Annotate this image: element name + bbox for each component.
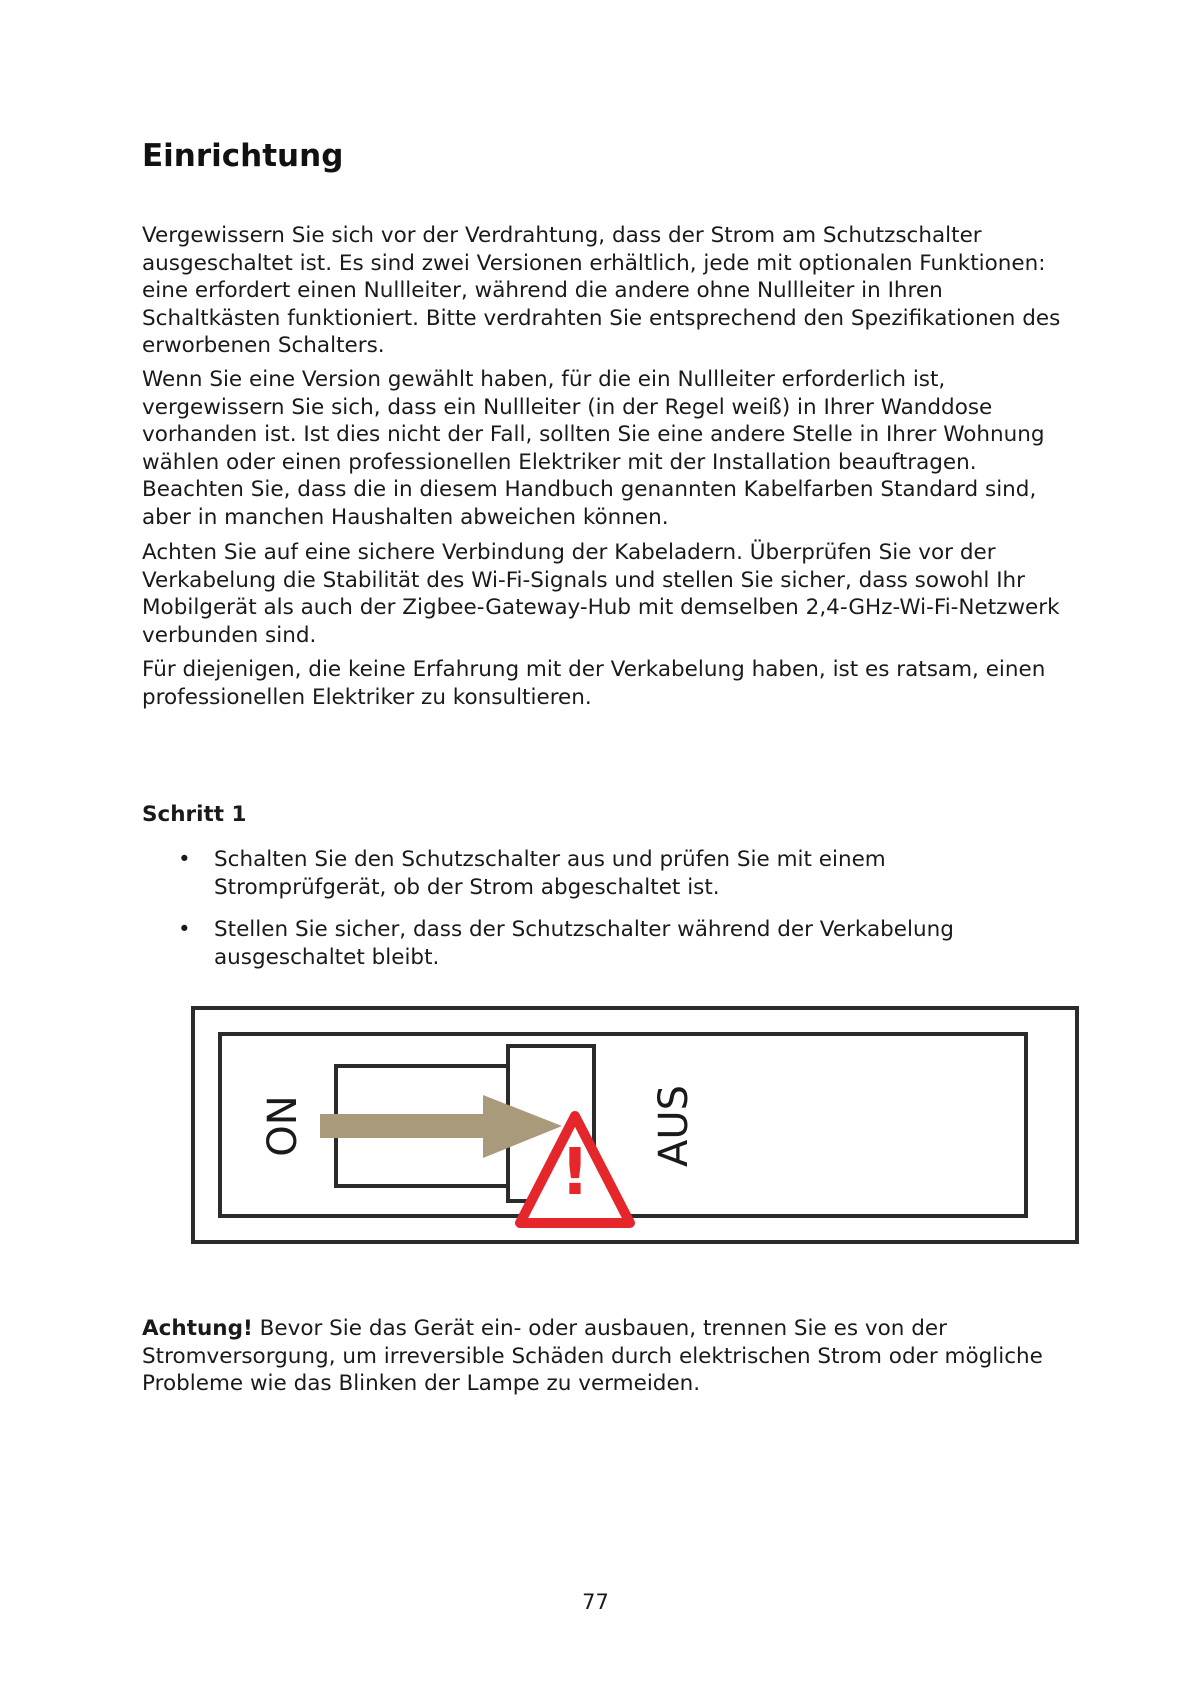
paragraph-wifi-check: Achten Sie auf eine sichere Verbindung der Kabeladern. Überprüfen Sie vor der Verkabelung die Stabilität des Wi-Fi-Signals und stellen Sie sicher, dass sowohl Ihr Mobilgerät als auch der Zigbee-Gateway-Hub mit demselben 2,4-GHz-Wi-Fi-Netzwerk verbunden sind.: [142, 540, 1060, 648]
page-title: Einrichtung: [142, 138, 344, 174]
step-bullet-list: [142, 846, 1062, 986]
bullet-dot: •: [178, 917, 191, 942]
step-heading: Schritt 1: [142, 802, 247, 827]
bullet-text: Schalten Sie den Schutzschalter aus und prüfen Sie mit einem Stromprüfgerät, ob der Strom abgeschaltet ist.: [214, 847, 886, 900]
list-item: [142, 846, 1062, 901]
list-item: [142, 916, 1062, 971]
label-off: AUS: [651, 1084, 697, 1168]
breaker-switch-diagram: [190, 1005, 1080, 1261]
bullet-text: Stellen Sie sicher, dass der Schutzschalter während der Verkabelung ausgeschaltet bleibt.: [214, 917, 954, 970]
warning-note-label: Achtung!: [142, 1316, 253, 1341]
paragraph-power-off: Vergewissern Sie sich vor der Verdrahtung, dass der Strom am Schutzschalter ausgeschaltet ist. Es sind zwei Versionen erhältlich, jede mit optionalen Funktionen: eine erfordert einen Nullleiter, während die andere ohne Nullleiter in Ihren Schaltkästen funktioniert. Bitte verdrahten Sie entsprechend den Spezifikationen des erworbenen Schalters.: [142, 223, 1061, 358]
warning-note: [142, 1315, 1062, 1398]
bullet-dot: •: [178, 847, 191, 872]
warning-exclamation-mark: !: [560, 1136, 590, 1210]
label-on: ON: [260, 1095, 306, 1157]
paragraph-electrician: Für diejenigen, die keine Erfahrung mit der Verkabelung haben, ist es ratsam, einen professionellen Elektriker zu konsultieren.: [142, 657, 1046, 710]
paragraph-neutral-wire: Wenn Sie eine Version gewählt haben, für die ein Nullleiter erforderlich ist, vergewissern Sie sich, dass ein Nullleiter (in der Regel weiß) in Ihrer Wanddose vorhanden ist. Ist dies nicht der Fall, sollten Sie eine andere Stelle in Ihrer Wohnung wählen oder einen professionellen Elektriker mit der Installation beauftragen. Beachten Sie, dass die in diesem Handbuch genannten Kabelfarben Standard sind, aber in manchen Haushalten abweichen können.: [142, 367, 1045, 530]
page-number: 77: [582, 1590, 609, 1614]
warning-note-text: Bevor Sie das Gerät ein- oder ausbauen, trennen Sie es von der Stromversorgung, um irreversible Schäden durch elektrischen Strom oder mögliche Probleme wie das Blinken der Lampe zu vermeiden.: [142, 1316, 1043, 1396]
